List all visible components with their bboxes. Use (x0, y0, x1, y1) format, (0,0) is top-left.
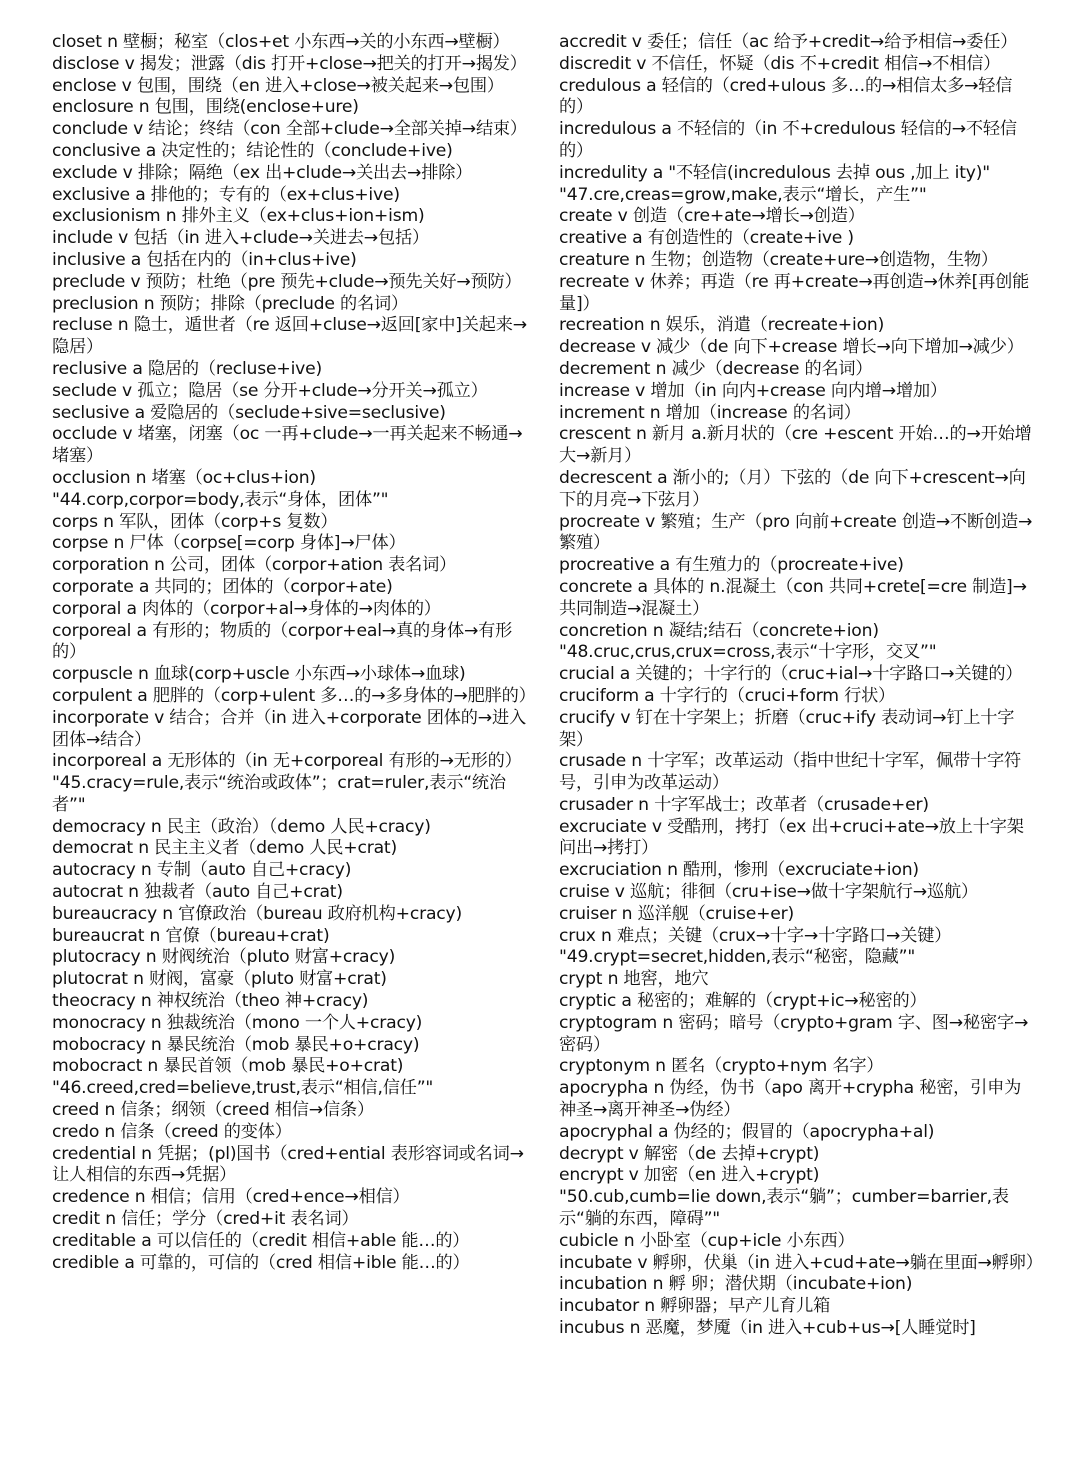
vocab-entry: recluse n 隐士，遁世者（re 返回+cluse→返回[家中]关起来→隐居） (52, 315, 527, 358)
vocab-entry: reclusive a 隐居的（recluse+ive) (52, 358, 323, 379)
vocab-entry: increment n 增加（increase 的名词） (559, 402, 861, 423)
vocab-entry: bureaucracy n 官僚政治（bureau 政府机构+cracy) (52, 903, 463, 924)
vocab-entry: concrete a 具体的 n.混凝土（con 共同+crete[=cre 制造]→共同制造→混凝土） (559, 576, 1027, 619)
vocab-entry: create v 创造（cre+ate→增长→创造） (559, 206, 865, 227)
vocab-entry: apocryphal a 伪经的；假冒的（apocrypha+al) (559, 1121, 935, 1142)
vocab-entry: recreation n 娱乐，消遣（recreate+ion) (559, 315, 885, 336)
vocab-entry: "45.cracy=rule,表示“统治或政体”；crat=ruler,表示“统治者”" (52, 773, 506, 815)
vocab-entry: "46.creed,cred=believe,trust,表示“相信,信任”" (52, 1078, 434, 1099)
vocab-entry: procreative a 有生殖力的（procreate+ive) (559, 555, 904, 576)
vocab-entry: recreate v 休养；再造（re 再+create→再创造→休养[再创能量]） (559, 271, 1030, 314)
vocab-entry: corpse n 尸体（corpse[=corp 身体]→尸体） (52, 533, 406, 554)
vocab-entry: crusade n 十字军；改革运动（指中世纪十字军，佩带十字符号，引申为改革运动） (559, 751, 1021, 794)
vocab-entry: enclose v 包围，围绕（en 进入+close→被关起来→包围） (52, 75, 504, 96)
vocab-entry: conclude v 结论；终结（con 全部+clude→全部关掉→结束） (52, 119, 527, 140)
vocab-entry: plutocracy n 财阀统治（pluto 财富+cracy) (52, 947, 396, 968)
vocab-entry: exclude v 排除；隔绝（ex 出+clude→关出去→排除） (52, 162, 473, 183)
vocab-entry: excruciation n 酷刑，惨刑（excruciate+ion) (559, 860, 919, 881)
left-column (52, 32, 536, 1274)
vocab-entry: occlusion n 堵塞（oc+clus+ion) (52, 467, 316, 488)
vocab-entry: incubate v 孵卵，伏巢（in 进入+cud+ate→躺在里面→孵卵） (559, 1252, 1043, 1273)
vocab-entry: accredit v 委任；信任（ac 给予+credit→给予相信→委任） (559, 32, 1018, 52)
vocab-entry: cryptonym n 匿名（crypto+nym 名字） (559, 1056, 884, 1077)
vocab-entry: credential n 凭据；(pl)国书（cred+ential 表形容词或名词→让人相信的东西→凭据） (52, 1143, 524, 1186)
vocab-entry: mobocracy n 暴民统治（mob 暴民+o+cracy) (52, 1034, 420, 1055)
vocab-entry: exclusionism n 排外主义（ex+clus+ion+ism) (52, 206, 425, 227)
vocab-entry: cruiser n 巡洋舰（cruise+er) (559, 903, 795, 924)
vocab-entry: cruciform a 十字行的（cruci+form 行状） (559, 685, 896, 706)
vocab-entry: plutocrat n 财阀，富豪（pluto 财富+crat) (52, 969, 387, 990)
vocab-entry: autocracy n 专制（auto 自己+cracy) (52, 860, 352, 881)
vocab-entry: incorporate v 结合；合并（in 进入+corporate 团体的→进入团体→结合） (52, 707, 526, 750)
vocab-entry: credible a 可靠的，可信的（cred 相信+ible 能…的） (52, 1252, 470, 1273)
vocab-entry: corps n 军队，团体（corp+s 复数） (52, 511, 338, 532)
vocab-entry: decrease v 减少（de 向下+crease 增长→向下增加→减少） (559, 337, 1024, 358)
vocab-entry: conclusive a 决定性的；结论性的（conclude+ive) (52, 140, 453, 161)
vocab-entry: corporation n 公司，团体（corpor+ation 表名词） (52, 555, 457, 576)
vocab-entry: theocracy n 神权统治（theo 神+cracy) (52, 991, 369, 1012)
vocab-entry: seclude v 孤立；隐居（se 分开+clude→分开关→孤立） (52, 380, 488, 401)
vocab-entry: "48.cruc,crus,crux=cross,表示“十字形，交叉”" (559, 642, 937, 663)
vocab-entry: encrypt v 加密（en 进入+crypt) (559, 1165, 820, 1186)
vocab-entry: include v 包括（in 进入+clude→关进去→包括） (52, 228, 429, 249)
vocab-entry: mobocract n 暴民首领（mob 暴民+o+crat) (52, 1056, 404, 1077)
vocab-entry: excruciate v 受酷刑，拷打（ex 出+cruci+ate→放上十字架问出→拷打） (559, 816, 1024, 859)
vocab-entry: creative a 有创造性的（create+ive ) (559, 228, 854, 249)
vocab-entry: incubus n 恶魔，梦魇（in 进入+cub+us→[人睡觉时] (559, 1318, 976, 1339)
vocab-entry: crucify v 钉在十字架上；折磨（cruc+ify 表动词→钉上十字架） (559, 707, 1015, 750)
vocab-entry: apocrypha n 伪经，伪书（apo 离开+crypha 秘密，引申为神圣→离开神圣→伪经） (559, 1078, 1022, 1121)
vocab-entry: preclusion n 预防；排除（preclude 的名词） (52, 293, 408, 314)
vocab-entry: cubicle n 小卧室（cup+icle 小东西） (559, 1230, 855, 1251)
vocab-entry: decrypt v 解密（de 去掉+crypt) (559, 1143, 820, 1164)
vocab-entry: creditable a 可以信任的（credit 相信+able 能…的） (52, 1230, 470, 1251)
vocab-entry: procreate v 繁殖；生产（pro 向前+create 创造→不断创造→繁殖） (559, 511, 1033, 554)
vocab-entry: credo n 信条（creed 的变体） (52, 1121, 292, 1142)
vocab-entry: credit n 信任；学分（cred+it 表名词） (52, 1209, 359, 1230)
vocab-entry: democracy n 民主（政治）（demo 人民+cracy) (52, 816, 431, 837)
vocab-entry: crescent n 新月 a.新月状的（cre +escent 开始…的→开始增大→新月） (559, 424, 1032, 467)
vocab-entry: creed n 信条；纲领（creed 相信→信条） (52, 1100, 374, 1121)
vocab-entry: incubation n 孵 卵；潜伏期（incubate+ion) (559, 1274, 913, 1295)
vocab-entry: incredulous a 不轻信的（in 不+credulous 轻信的→不轻信的） (559, 119, 1017, 161)
vocab-entry: closet n 壁橱；秘室（clos+et 小东西→关的小东西→壁橱） (52, 32, 510, 52)
vocab-entry: crucial a 关键的；十字行的（cruc+ial→十字路口→关键的） (559, 664, 1023, 685)
vocab-entry: autocrat n 独裁者（auto 自己+crat) (52, 882, 343, 903)
vocab-entry: creature n 生物；创造物（create+ure→创造物，生物） (559, 249, 998, 270)
vocab-entry: incredulity a "不轻信(incredulous 去掉 ous ,加上 ity)" (559, 162, 990, 183)
vocab-entry: credulous a 轻信的（cred+ulous 多…的→相信太多→轻信的） (559, 75, 1013, 118)
vocab-entry: decrement n 减少（decrease 的名词） (559, 358, 873, 379)
vocab-entry: cruise v 巡航；徘徊（cru+ise→做十字架航行→巡航） (559, 882, 978, 903)
vocab-entry: "49.crypt=secret,hidden,表示“秘密，隐藏”" (559, 947, 916, 968)
vocab-entry: discredit v 不信任，怀疑（dis 不+credit 相信→不相信） (559, 53, 1001, 74)
vocab-entry: cryptogram n 密码；暗号（crypto+gram 字、图→秘密字→密码） (559, 1012, 1029, 1055)
vocab-entry: corporal a 肉体的（corpor+al→身体的→肉体的） (52, 598, 441, 619)
right-column (559, 32, 1043, 1340)
vocab-entry: monocracy n 独裁统治（mono 一个人+cracy) (52, 1012, 423, 1033)
vocab-entry: corporeal a 有形的；物质的（corpor+eal→真的身体→有形的） (52, 620, 513, 663)
vocab-entry: crusader n 十字军战士；改革者（crusade+er) (559, 794, 929, 815)
vocab-entry: corpuscle n 血球(corp+uscle 小东西→小球体→血球) (52, 664, 466, 685)
vocab-entry: credence n 相信；信用（cred+ence→相信） (52, 1187, 410, 1208)
vocab-entry: cryptic a 秘密的；难解的（crypt+ic→秘密的） (559, 991, 927, 1012)
vocab-entry: enclosure n 包围，围绕(enclose+ure) (52, 97, 359, 118)
vocab-entry: corpulent a 肥胖的（corp+ulent 多…的→多身体的→肥胖的） (52, 685, 536, 706)
vocab-entry: seclusive a 爱隐居的（seclude+sive=seclusive) (52, 402, 446, 423)
vocab-entry: "50.cub,cumb=lie down,表示“躺”；cumber=barrier,表示“躺的东西，障碍”" (559, 1187, 1009, 1230)
vocab-entry: crypt n 地窖，地穴 (559, 969, 709, 990)
vocab-entry: preclude v 预防；杜绝（pre 预先+clude→预先关好→预防） (52, 271, 522, 292)
vocab-entry: democrat n 民主主义者（demo 人民+crat) (52, 838, 397, 859)
vocab-entry: crux n 难点；关键（crux→十字→十字路口→关键） (559, 925, 952, 946)
vocab-entry: occlude v 堵塞，闭塞（oc 一再+clude→一再关起来不畅通→堵塞） (52, 424, 523, 467)
vocab-entry: disclose v 揭发；泄露（dis 打开+close→把关的打开→揭发） (52, 53, 527, 74)
vocab-entry: exclusive a 排他的；专有的（ex+clus+ive) (52, 184, 400, 205)
vocab-entry: incorporeal a 无形体的（in 无+corporeal 有形的→无形的） (52, 751, 522, 772)
vocab-entry: "47.cre,creas=grow,make,表示“增长，产生”" (559, 184, 927, 205)
vocab-entry: incubator n 孵卵器；早产儿育儿箱 (559, 1296, 831, 1317)
vocab-entry: "44.corp,corpor=body,表示“身体，团体”" (52, 489, 389, 510)
vocab-entry: increase v 增加（in 向内+crease 向内增→增加） (559, 380, 947, 401)
vocab-entry: corporate a 共同的；团体的（corpor+ate) (52, 576, 393, 597)
vocab-entry: inclusive a 包括在内的（in+clus+ive) (52, 249, 357, 270)
vocab-entry: bureaucrat n 官僚（bureau+crat) (52, 925, 330, 946)
vocab-entry: decrescent a 渐小的;（月）下弦的（de 向下+crescent→向下的月亮→下弦月） (559, 467, 1026, 510)
vocab-entry: concretion n 凝结;结石（concrete+ion) (559, 620, 879, 641)
